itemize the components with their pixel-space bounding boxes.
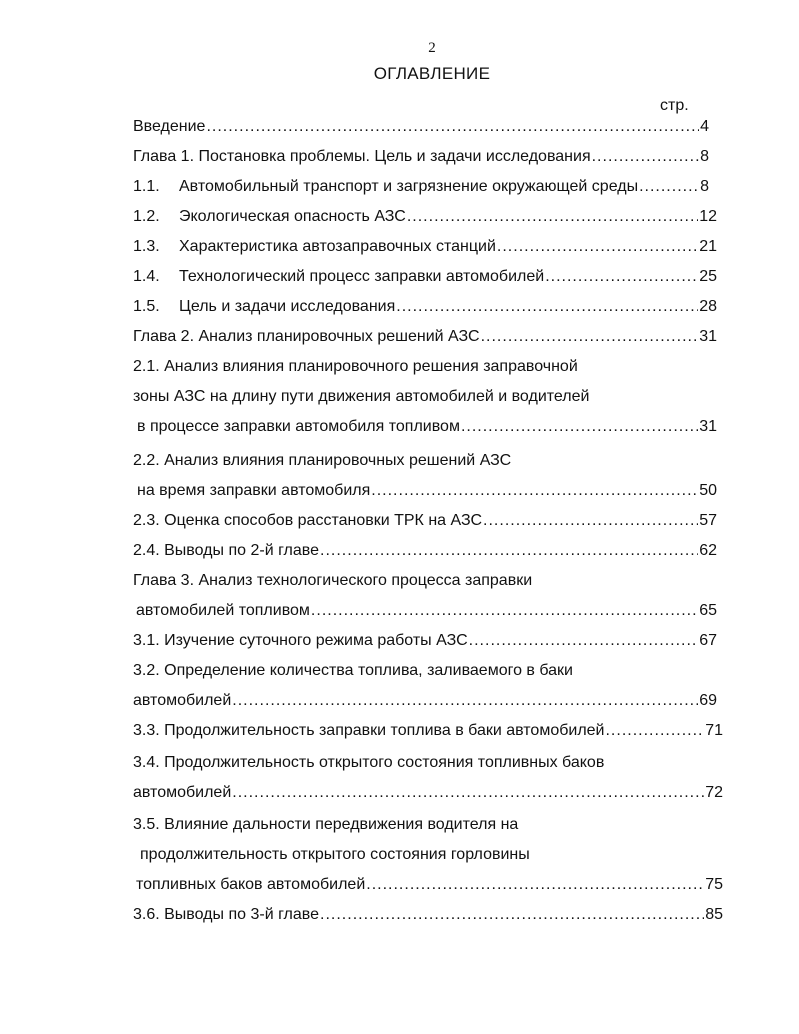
toc-entry-text: 2.1. Анализ влияния планировочного решения заправочной xyxy=(133,358,578,375)
toc-entry-page: 67 xyxy=(699,632,717,649)
toc-entry-text: Глава 1. Постановка проблемы. Цель и задачи исследования xyxy=(133,148,591,165)
toc-entry-text: 3.2. Определение количества топлива, заливаемого в баки xyxy=(133,662,573,679)
toc-entry xyxy=(133,236,717,258)
toc-leader-dots xyxy=(206,116,699,138)
toc-entry-page: 65 xyxy=(699,602,717,619)
toc-leader-dots xyxy=(605,720,704,742)
toc-entry-text: Характеристика автозаправочных станций xyxy=(179,238,496,255)
toc-entry-text: 2.3. Оценка способов расстановки ТРК на АЗС xyxy=(133,512,483,529)
toc-entry-text: на время заправки автомобиля xyxy=(137,482,371,499)
toc-entry-text: 3.4. Продолжительность открытого состояния топливных баков xyxy=(133,754,605,771)
toc-entry-text: 3.6. Выводы по 3-й главе xyxy=(133,906,320,923)
toc-entry xyxy=(133,176,709,198)
page-column-label: стр. xyxy=(660,97,689,114)
toc-entry-text: 3.1. Изучение суточного режима работы АЗС xyxy=(133,632,468,649)
toc-entry-text: зоны АЗС на длину пути движения автомобилей и водителей xyxy=(133,388,590,405)
toc-entry-page: 57 xyxy=(699,512,717,529)
toc-entry xyxy=(140,844,723,866)
toc-entry-text: Цель и задачи исследования xyxy=(179,298,396,315)
toc-leader-dots xyxy=(545,266,698,288)
toc-leader-dots xyxy=(483,510,698,532)
toc-entry-text: топливных баков автомобилей xyxy=(136,876,366,893)
toc-leader-dots xyxy=(320,904,704,926)
toc-leader-dots xyxy=(311,600,698,622)
toc-entry xyxy=(133,814,723,836)
toc-entry xyxy=(133,904,723,926)
toc-entry-text: Введение xyxy=(133,118,206,135)
toc-entry-number: 1.5. xyxy=(133,298,160,315)
toc-entry xyxy=(133,752,723,774)
toc-entry xyxy=(136,874,723,896)
toc-entry xyxy=(133,540,717,562)
toc-entry-text: Автомобильный транспорт и загрязнение окружающей среды xyxy=(179,178,639,195)
toc-entry xyxy=(133,296,717,318)
toc-leader-dots xyxy=(592,146,699,168)
toc-entry-page: 72 xyxy=(705,784,723,801)
toc-leader-dots xyxy=(407,206,698,228)
toc-entry-number: 1.2. xyxy=(133,208,160,225)
toc-entry-text: Глава 2. Анализ планировочных решений АЗС xyxy=(133,328,480,345)
toc-entry xyxy=(136,600,717,622)
toc-entry xyxy=(133,720,723,742)
toc-leader-dots xyxy=(469,630,699,652)
toc-entry-page: 69 xyxy=(699,692,717,709)
toc-entry-page: 25 xyxy=(699,268,717,285)
toc-entry-text: Экологическая опасность АЗС xyxy=(179,208,406,225)
toc-entry-text: автомобилей xyxy=(133,784,232,801)
toc-entry-page: 12 xyxy=(699,208,717,225)
toc-entry-page: 62 xyxy=(699,542,717,559)
toc-leader-dots xyxy=(320,540,698,562)
toc-entry-text: Технологический процесс заправки автомобилей xyxy=(179,268,545,285)
toc-entry-page: 28 xyxy=(699,298,717,315)
toc-leader-dots xyxy=(497,236,698,258)
toc-entry xyxy=(137,416,717,438)
toc-entry-text: автомобилей xyxy=(133,692,232,709)
toc-entry-page: 71 xyxy=(705,722,723,739)
page-title: ОГЛАВЛЕНИЕ xyxy=(373,64,491,83)
toc-entry-number: 1.3. xyxy=(133,238,160,255)
toc-entry-text: 2.2. Анализ влияния планировочных решений АЗС xyxy=(133,452,512,469)
toc-entry-text: продолжительность открытого состояния горловины xyxy=(140,846,530,863)
toc-entry-page: 21 xyxy=(699,238,717,255)
toc-leader-dots xyxy=(232,782,704,804)
toc-entry xyxy=(133,570,717,592)
toc-entry xyxy=(133,782,723,804)
toc-leader-dots xyxy=(639,176,699,198)
toc-entry-page: 85 xyxy=(705,906,723,923)
toc-entry-page: 4 xyxy=(700,118,709,135)
page-number: 2 xyxy=(428,40,436,56)
toc-entry xyxy=(133,660,717,682)
toc-entry-page: 31 xyxy=(699,418,717,435)
toc-leader-dots xyxy=(371,480,698,502)
toc-entry-text: 3.5. Влияние дальности передвижения водителя на xyxy=(133,816,519,833)
toc-leader-dots xyxy=(461,416,698,438)
toc-entry-text: в процессе заправки автомобиля топливом xyxy=(137,418,460,435)
toc-leader-dots xyxy=(232,690,698,712)
toc-entry xyxy=(133,266,717,288)
toc-entry-page: 31 xyxy=(699,328,717,345)
toc-entry-page: 75 xyxy=(705,876,723,893)
toc-entry xyxy=(133,386,717,408)
toc-entry-text: 3.3. Продолжительность заправки топлива в баки автомобилей xyxy=(133,722,605,739)
toc-entry xyxy=(133,450,717,472)
toc-entry xyxy=(133,510,717,532)
toc-leader-dots xyxy=(481,326,699,348)
toc-entry-page: 8 xyxy=(700,178,709,195)
toc-entry xyxy=(133,116,709,138)
toc-leader-dots xyxy=(366,874,704,896)
toc-entry-text: автомобилей топливом xyxy=(136,602,310,619)
toc-leader-dots xyxy=(396,296,698,318)
toc-entry xyxy=(133,146,709,168)
toc-entry-number: 1.4. xyxy=(133,268,160,285)
toc-entry xyxy=(133,356,717,378)
toc-entry xyxy=(133,206,717,228)
toc-entry xyxy=(133,690,717,712)
toc-entry xyxy=(137,480,717,502)
toc-entry-page: 8 xyxy=(700,148,709,165)
toc-entry-text: Глава 3. Анализ технологического процесса заправки xyxy=(133,572,533,589)
toc-entry-text: 2.4. Выводы по 2-й главе xyxy=(133,542,320,559)
toc-entry xyxy=(133,630,717,652)
toc-entry-page: 50 xyxy=(699,482,717,499)
toc-entry-number: 1.1. xyxy=(133,178,160,195)
toc-entry xyxy=(133,326,717,348)
